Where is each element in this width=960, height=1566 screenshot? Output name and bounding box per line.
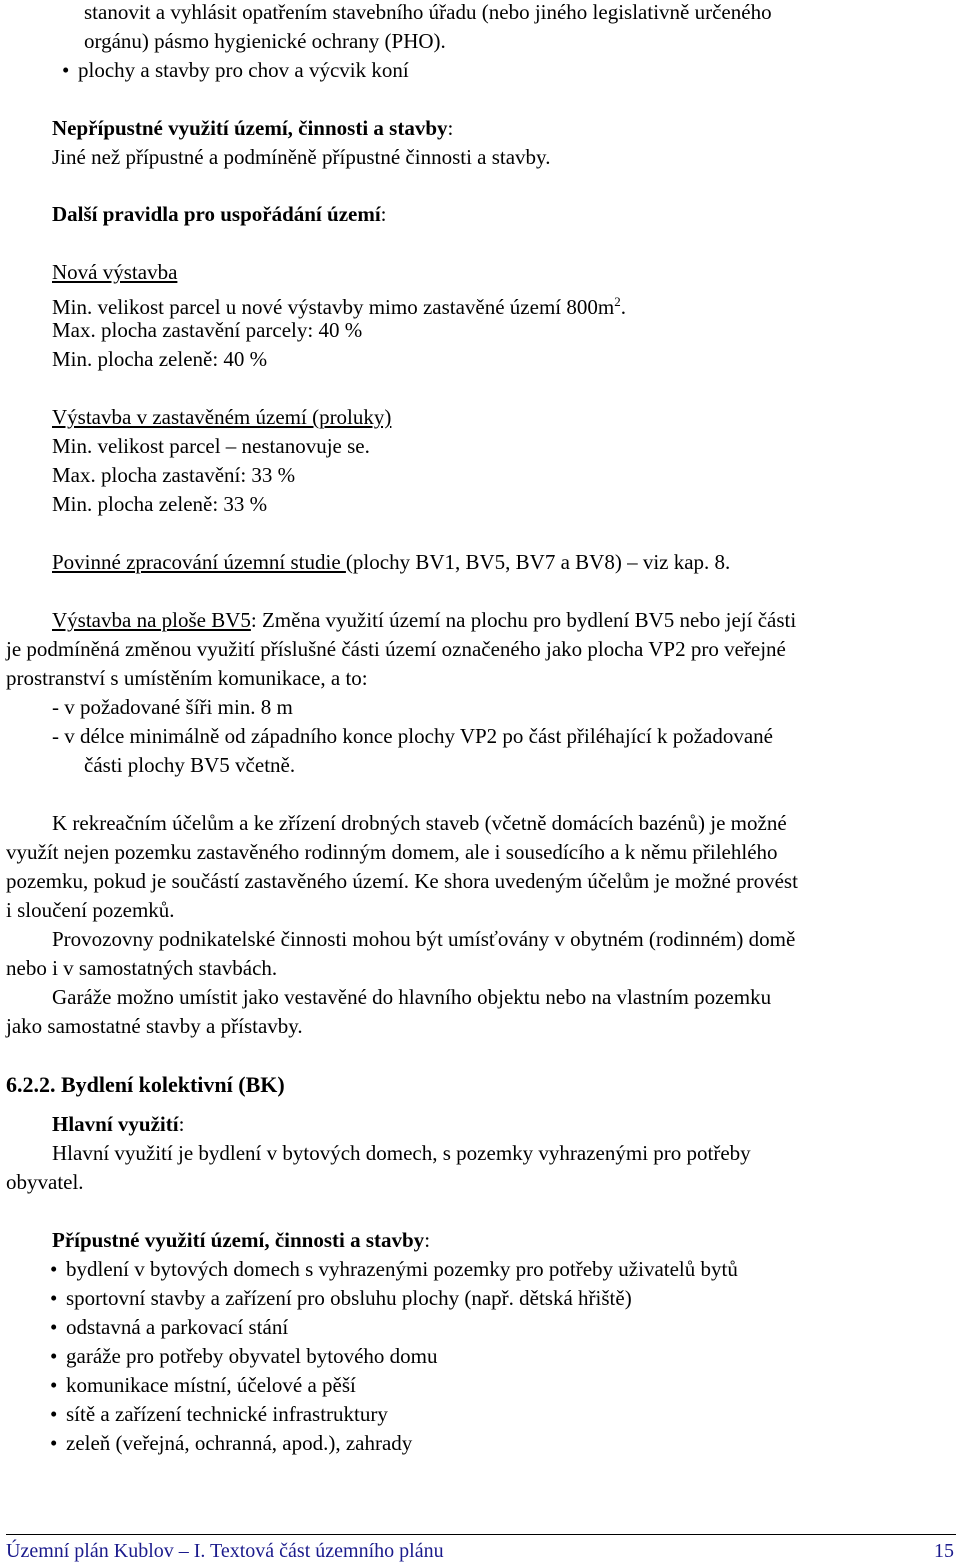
new-construction-title: Nová výstavba: [52, 260, 178, 284]
bullet-icon: •: [50, 1315, 58, 1339]
bv5-line-3: prostranství s umístěním komunikace, a to:: [6, 666, 368, 690]
garages-line-1: Garáže možno umístit jako vestavěné do hlavního objektu nebo na vlastním pozemku: [52, 985, 772, 1009]
footer-title: Územní plán Kublov – I. Textová část územního plánu: [6, 1540, 444, 1562]
footer-divider: [6, 1534, 956, 1535]
section-number: 6.2.2.: [6, 1072, 56, 1097]
bv5-label: Výstavba na ploše BV5: [52, 608, 251, 632]
bullet-icon: •: [50, 1286, 58, 1310]
section-title: Bydlení kolektivní (BK): [61, 1072, 285, 1097]
permitted-item: • garáže pro potřeby obyvatel bytového domu: [50, 1342, 437, 1371]
business-line-1: Provozovny podnikatelské činnosti mohou být umísťovány v obytném (rodinném) domě: [52, 927, 796, 951]
study-requirement: Povinné zpracování územní studie (plochy BV1, BV5, BV7 a BV8) – viz kap. 8.: [52, 550, 731, 574]
bullet-horse-text: plochy a stavby pro chov a výcvik koní: [78, 58, 409, 82]
main-use-heading: Hlavní využití:: [52, 1112, 185, 1136]
new-construction-min-size: Min. velikost parcel u nové výstavby mimo zastavěné území $800m^2$.: [52, 294, 626, 319]
bv5-item-2: - v délce minimálně od západního konce plochy VP2 po část přiléhající k požadované: [52, 724, 773, 748]
rules-heading: Další pravidla pro uspořádání území:: [52, 202, 387, 226]
main-use-line-1: Hlavní využití je bydlení v bytových domech, s pozemky vyhrazenými pro potřeby: [52, 1141, 751, 1165]
business-line-2: nebo i v samostatných stavbách.: [6, 956, 278, 980]
bv5-line-2: je podmíněná změnou využití příslušné části území označeného jako plocha VP2 pro veřejné: [6, 637, 786, 661]
bullet-icon: •: [50, 1344, 58, 1368]
bv5-item-1: - v požadované šíři min. 8 m: [52, 695, 293, 719]
permitted-item: • bydlení v bytových domech s vyhrazenými pozemky pro potřeby uživatelů bytů: [50, 1255, 738, 1284]
continuation-line-1: stanovit a vyhlásit opatřením stavebního úřadu (nebo jiného legislativně určeného: [84, 0, 772, 24]
bv5-line-1: Výstavba na ploše BV5: Změna využití území na plochu pro bydlení BV5 nebo její části: [52, 608, 797, 632]
footer-page-number: 15: [934, 1540, 954, 1562]
recreation-line-4: i sloučení pozemků.: [6, 898, 175, 922]
infill-min-size: Min. velikost parcel – nestanovuje se.: [52, 434, 370, 458]
permitted-heading: Přípustné využití území, činnosti a stavby:: [52, 1228, 431, 1252]
bullet-icon: •: [50, 1373, 58, 1397]
bullet-icon: •: [50, 1257, 58, 1281]
recreation-line-1: K rekreačním účelům a ke zřízení drobných staveb (včetně domácích bazénů) je možné: [52, 811, 787, 835]
infill-max-built: Max. plocha zastavění: 33 %: [52, 463, 296, 487]
bv5-item-2-cont: části plochy BV5 včetně.: [84, 753, 296, 777]
section-heading: [6, 1070, 285, 1099]
new-construction-max-built: Max. plocha zastavění parcely: 40 %: [52, 318, 363, 342]
main-use-line-2: obyvatel.: [6, 1170, 84, 1194]
garages-line-2: jako samostatné stavby a přístavby.: [6, 1014, 303, 1038]
infill-min-green: Min. plocha zeleně: 33 %: [52, 492, 268, 516]
permitted-item: • komunikace místní, účelové a pěší: [50, 1371, 356, 1400]
infill-title: Výstavba v zastavěném území (proluky): [52, 405, 392, 429]
bullet-icon: •: [62, 58, 70, 82]
bullet-icon: •: [50, 1431, 58, 1455]
recreation-line-2: využít nejen pozemku zastavěného rodinným domem, ale i sousedícího a k němu přilehlého: [6, 840, 778, 864]
forbidden-heading: Nepřípustné využití území, činnosti a stavby:: [52, 116, 454, 140]
recreation-line-3: pozemku, pokud je součástí zastavěného území. Ke shora uvedeným účelům je možné provést: [6, 869, 798, 893]
continuation-line-2: orgánu) pásmo hygienické ochrany (PHO).: [84, 29, 446, 53]
permitted-item: • sítě a zařízení technické infrastruktury: [50, 1400, 388, 1429]
new-construction-min-green: Min. plocha zeleně: 40 %: [52, 347, 268, 371]
forbidden-text: Jiné než přípustné a podmíněně přípustné činnosti a stavby.: [52, 145, 551, 169]
bullet-icon: •: [50, 1402, 58, 1426]
bullet-horse-item: [62, 56, 409, 85]
study-link: Povinné zpracování územní studie: [52, 550, 346, 574]
permitted-item: • odstavná a parkovací stání: [50, 1313, 288, 1342]
permitted-item: • zeleň (veřejná, ochranná, apod.), zahrady: [50, 1429, 412, 1458]
permitted-item: • sportovní stavby a zařízení pro obsluhu plochy (např. dětská hřiště): [50, 1284, 632, 1313]
